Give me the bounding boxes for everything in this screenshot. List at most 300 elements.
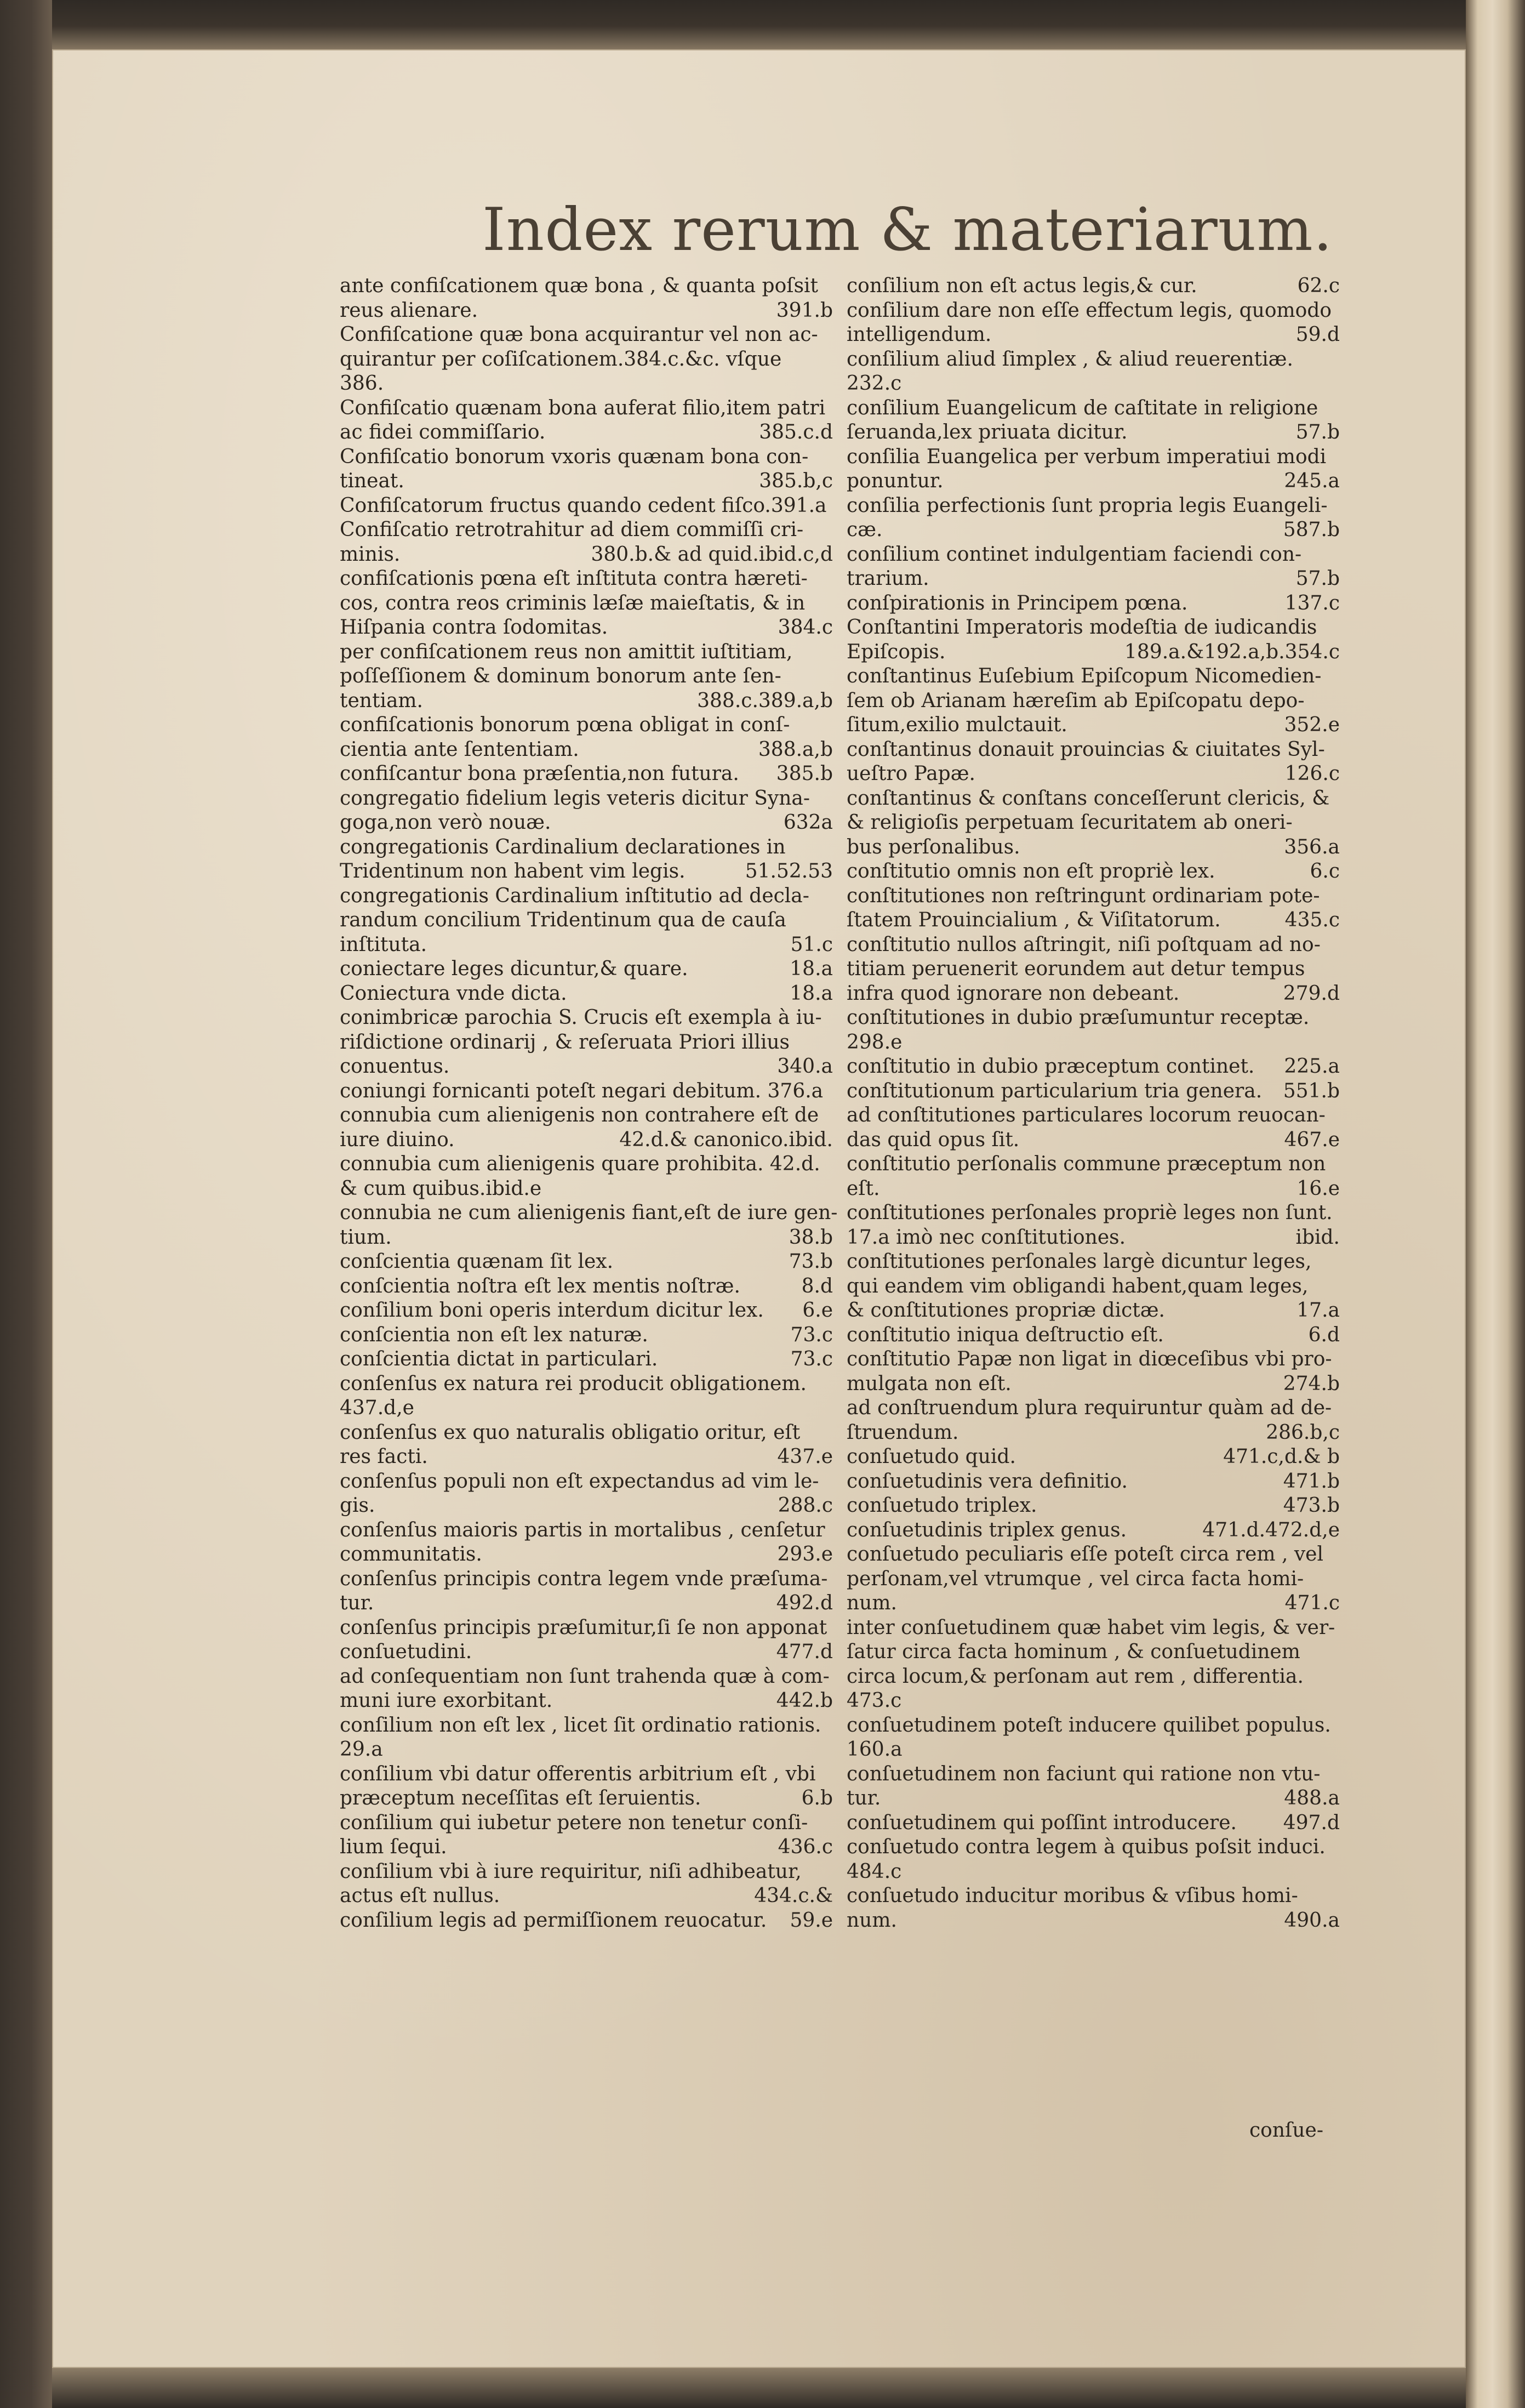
entry-reference: 471.d.472.d,e [1202, 1518, 1340, 1541]
entry-text: ante confiſcationem quæ bona , & quanta poſsit [340, 275, 819, 297]
index-entry-line [340, 1884, 833, 1909]
index-entry-line [340, 420, 833, 445]
index-entry-line [847, 274, 1340, 299]
index-entry-line [340, 1152, 833, 1177]
catchword: conſue- [1249, 2119, 1323, 2142]
index-entry-line [340, 689, 833, 714]
entry-text: conimbricæ parochia S. Crucis eſt exempla à iu- [340, 1006, 822, 1029]
entry-text: eſt. [847, 1177, 880, 1200]
facing-page-edge [1466, 0, 1525, 2408]
entry-text: & cum quibus.ibid.e [340, 1177, 542, 1200]
index-entry-line [340, 543, 833, 567]
entry-reference: 286.b,c [1266, 1421, 1340, 1444]
index-entry-line [847, 1811, 1340, 1836]
index-entry-line [847, 835, 1340, 860]
entry-text: ac fidei commiſſario. [340, 421, 546, 443]
entry-reference: 16.e [1296, 1177, 1340, 1200]
index-entry-line [340, 1177, 833, 1202]
entry-text: conſuetudo quid. [847, 1445, 1016, 1468]
entry-reference: 492.d [776, 1592, 833, 1614]
index-entry-line [340, 1470, 833, 1494]
entry-text: 232.c [847, 372, 902, 395]
entry-text: conſilium Euangelicum de caſtitate in religione [847, 396, 1318, 419]
entry-text: conſilium boni operis interdum dicitur lex. [340, 1299, 764, 1322]
index-entry-line [847, 591, 1340, 616]
index-entry-line [847, 567, 1340, 591]
index-entry-line [847, 811, 1340, 835]
entry-text: coniectare leges dicuntur,& quare. [340, 958, 688, 980]
index-entry-line [340, 982, 833, 1006]
entry-text: num. [847, 1909, 897, 1932]
entry-text: conſtitutionum particularium tria genera. [847, 1079, 1263, 1102]
entry-text: ponuntur. [847, 470, 944, 492]
entry-reference: 189.a.&192.a,b.354.c [1124, 640, 1340, 663]
index-entry-line [847, 1250, 1340, 1274]
entry-reference: 293.e [777, 1543, 833, 1566]
entry-text: conſuetudinis triplex genus. [847, 1518, 1127, 1541]
index-entry-line [340, 1250, 833, 1274]
entry-text: conſtantinus donauit prouincias & ciuitates Syl- [847, 738, 1325, 761]
index-entry-line [847, 1006, 1340, 1031]
entry-text: conſuetudinis vera definitio. [847, 1470, 1128, 1493]
entry-text: quirantur per coſiſcationem.384.c.&c. vſque [340, 348, 782, 371]
index-entry-line [847, 420, 1340, 445]
entry-text: 473.c [847, 1689, 902, 1712]
index-entry-line [340, 1006, 833, 1031]
index-entry-line [340, 933, 833, 958]
index-entry-line [847, 738, 1340, 762]
entry-text: congregationis Cardinalium inſtitutio ad decla- [340, 884, 809, 907]
index-entry-line [340, 1567, 833, 1592]
entry-text: cientia ante ſententiam. [340, 738, 579, 761]
entry-text: conſilium dare non eſſe effectum legis, quomodo [847, 299, 1332, 322]
entry-text: conſilia Euangelica per verbum imperatiui modi [847, 445, 1327, 468]
index-entry-line [340, 1079, 833, 1104]
entry-text: tineat. [340, 470, 404, 492]
entry-text: conſtantinus Euſebium Epiſcopum Nicomedien- [847, 665, 1322, 687]
entry-text: conſenſus maioris partis in mortalibus , cenſetur [340, 1518, 825, 1541]
page-title: Index rerum & materiarum. [482, 196, 1333, 264]
index-entry-line [340, 1738, 833, 1762]
index-entry-line [340, 323, 833, 348]
entry-text: Confiſcatione quæ bona acquirantur vel non ac- [340, 323, 818, 346]
entry-reference: 385.b,c [759, 470, 833, 492]
entry-reference: 436.c [778, 1836, 833, 1858]
entry-text: ueſtro Papæ. [847, 762, 976, 785]
entry-text: Hiſpania contra ſodomitas. [340, 616, 608, 639]
entry-text: conſcientia dictat in particulari. [340, 1348, 658, 1370]
entry-reference: 38.b [789, 1226, 833, 1249]
entry-text: & conſtitutiones propriæ dictæ. [847, 1299, 1165, 1322]
entry-text: 29.a [340, 1738, 383, 1761]
entry-text: congregationis Cardinalium declarationes in [340, 835, 786, 858]
binding-gutter [0, 0, 52, 2408]
entry-text: conſilium vbi datur offerentis arbitrium eſt , vbi [340, 1762, 816, 1785]
entry-text: conſtitutio Papæ non ligat in diœceſibus vbi pro- [847, 1348, 1332, 1370]
entry-text: ad conſtitutiones particulares locorum reuocan- [847, 1104, 1326, 1126]
index-entry-line [847, 1689, 1340, 1714]
index-entry-line [847, 1323, 1340, 1348]
entry-text: tium. [340, 1226, 392, 1249]
entry-text: poſſeſſionem & dominum bonorum ante ſen- [340, 665, 781, 687]
index-entry-line [847, 1884, 1340, 1909]
entry-reference: 434.c.& [754, 1885, 833, 1907]
entry-reference: 587.b [1283, 519, 1340, 541]
index-entry-line [340, 1616, 833, 1641]
left-index-column [340, 274, 838, 1933]
entry-text: conſtitutio in dubio præceptum continet. [847, 1055, 1255, 1078]
index-entry-line [340, 445, 833, 470]
index-entry-line [847, 1347, 1340, 1372]
entry-text: conſuetudinem poteſt inducere quilibet populus. [847, 1714, 1331, 1737]
index-entry-line [847, 1616, 1340, 1641]
index-entry-line [340, 372, 833, 396]
entry-reference: 62.c [1297, 275, 1340, 297]
index-entry-line [340, 299, 833, 323]
entry-text: conſuetudinem qui poſſint introducere. [847, 1811, 1237, 1834]
entry-text: conſtitutio perſonalis commune præceptum non [847, 1153, 1326, 1175]
entry-reference: 384.c [778, 616, 833, 639]
entry-text: conſtitutiones perſonales largè dicuntur leges, [847, 1250, 1312, 1273]
index-entry-line [340, 859, 833, 884]
index-entry-line [340, 835, 833, 860]
index-entry-line [847, 445, 1340, 470]
index-entry-line [847, 1396, 1340, 1421]
entry-text: ſitum,exilio mulctauit. [847, 714, 1067, 736]
entry-text: das quid opus ſit. [847, 1128, 1020, 1151]
entry-text: inter conſuetudinem quæ habet vim legis, & ver- [847, 1616, 1335, 1639]
entry-reference: 488.a [1284, 1787, 1340, 1809]
entry-text: conſilium continet indulgentiam faciendi con- [847, 543, 1302, 566]
entry-text: conſtitutio omnis non eſt propriè lex. [847, 860, 1215, 883]
entry-text: conſilium non eſt actus legis,& cur. [847, 275, 1197, 297]
entry-text: conſtitutiones perſonales propriè leges non ſunt. [847, 1202, 1333, 1224]
entry-reference: 391.b [776, 299, 833, 322]
index-entry-line [340, 1860, 833, 1885]
index-entry-line [847, 1665, 1340, 1689]
index-entry-line [847, 1542, 1340, 1567]
entry-reference: 73.c [790, 1323, 833, 1346]
index-entry-line [847, 1860, 1340, 1885]
entry-reference: 225.a [1284, 1055, 1340, 1078]
entry-text: conſilium non eſt lex , licet ſit ordinatio rationis. [340, 1714, 821, 1737]
index-entry-line [340, 1421, 833, 1445]
entry-text: conſilia perfectionis ſunt propria legis Euangeli- [847, 494, 1328, 517]
entry-reference: 73.c [790, 1348, 833, 1370]
entry-reference: 59.d [1295, 323, 1340, 346]
index-entry-line [847, 1445, 1340, 1470]
index-entry-line [340, 640, 833, 665]
entry-text: infra quod ignorare non debeant. [847, 982, 1180, 1005]
entry-text: randum concilium Tridentinum qua de cauſa [340, 909, 786, 931]
entry-reference: 51.52.53 [745, 860, 833, 883]
entry-text: iure diuino. [340, 1128, 455, 1151]
entry-text: conſcientia non eſt lex naturæ. [340, 1323, 648, 1346]
entry-reference: 245.a [1284, 470, 1340, 492]
index-entry-line [340, 469, 833, 494]
index-entry-line [340, 1103, 833, 1128]
entry-text: & religioſis perpetuam ſecuritatem ab oneri- [847, 811, 1293, 834]
entry-reference: 6.d [1308, 1323, 1340, 1346]
entry-text: conuentus. [340, 1055, 450, 1078]
index-entry-line [847, 323, 1340, 348]
entry-text: conſtitutio nullos aſtringit, niſi poſtquam ad no- [847, 933, 1321, 956]
entry-reference: 388.c.389.a,b [697, 689, 833, 712]
index-entry-line [847, 469, 1340, 494]
entry-text: conſuetudinem non faciunt qui ratione non vtu- [847, 1762, 1321, 1785]
entry-text: circa locum,& perſonam aut rem , differentia. [847, 1665, 1304, 1688]
index-entry-line [847, 1152, 1340, 1177]
index-entry-line [847, 1738, 1340, 1762]
entry-reference: 471.b [1283, 1470, 1340, 1493]
entry-text: Tridentinum non habent vim legis. [340, 860, 686, 883]
index-entry-line [340, 787, 833, 811]
entry-text: conſuetudo triplex. [847, 1494, 1037, 1517]
entry-text: cæ. [847, 519, 883, 541]
index-entry-line [340, 811, 833, 835]
entry-reference: 471.c [1284, 1592, 1340, 1614]
entry-text: conſtitutio iniqua deſtructio eſt. [847, 1323, 1164, 1346]
entry-text: ſtatem Prouincialium , & Viſitatorum. [847, 909, 1221, 931]
entry-reference: 340.a [777, 1055, 833, 1078]
index-entry-line [847, 348, 1340, 372]
index-entry-line [340, 1226, 833, 1250]
entry-reference: 356.a [1284, 835, 1340, 858]
index-entry-line [340, 1714, 833, 1738]
index-entry-line [847, 518, 1340, 543]
index-entry-line [340, 1274, 833, 1299]
entry-reference: 59.e [790, 1909, 833, 1932]
entry-text: conſuetudo contra legem à quibus poſsit induci. [847, 1836, 1326, 1858]
entry-reference: ibid. [1295, 1226, 1340, 1249]
entry-text: præceptum neceſſitas eſt ſeruientis. [340, 1787, 701, 1809]
entry-text: 484.c [847, 1860, 902, 1883]
entry-text: confiſcationis pœna eſt inſtituta contra hæreti- [340, 567, 808, 590]
entry-text: confiſcantur bona præſentia,non futura. [340, 762, 739, 785]
entry-text: mulgata non eſt. [847, 1372, 1012, 1395]
entry-reference: 497.d [1283, 1811, 1340, 1834]
index-entry-line [847, 1299, 1340, 1323]
index-entry-line [340, 738, 833, 762]
entry-text: conſenſus principis præſumitur,ſi ſe non apponat [340, 1616, 827, 1639]
entry-text: muni iure exorbitant. [340, 1689, 553, 1712]
entry-text: cos, contra reos criminis læſæ maieſtatis, & in [340, 591, 806, 614]
entry-text: conſilium aliud ſimplex , & aliud reuerentiæ. [847, 348, 1293, 371]
index-entry-line [847, 1591, 1340, 1616]
entry-reference: 137.c [1284, 591, 1340, 614]
entry-text: conſuetudini. [340, 1641, 472, 1663]
entry-text: inſtituta. [340, 933, 427, 956]
index-entry-line [340, 1201, 838, 1226]
index-entry-line [340, 1542, 833, 1567]
index-entry-line [340, 1347, 833, 1372]
entry-reference: 352.e [1284, 714, 1340, 736]
entry-text: res facti. [340, 1445, 428, 1468]
index-entry-line [847, 1714, 1340, 1738]
index-entry-line [847, 1055, 1340, 1079]
index-entry-line [847, 1762, 1340, 1787]
entry-reference: 73.b [789, 1250, 833, 1273]
entry-text: conſilium qui iubetur petere non tenetur conſi- [340, 1811, 808, 1834]
entry-text: 386. [340, 372, 384, 395]
entry-text: Epiſcopis. [847, 640, 946, 663]
index-entry-line [847, 1274, 1340, 1299]
index-entry-line [340, 1640, 833, 1665]
entry-text: tur. [340, 1592, 374, 1614]
entry-text: ad conſequentiam non ſunt trahenda quæ à com- [340, 1665, 830, 1688]
index-entry-line [340, 713, 833, 738]
entry-text: conſenſus populi non eſt expectandus ad vim le- [340, 1470, 819, 1493]
entry-reference: 435.c [1284, 909, 1340, 931]
entry-reference: 126.c [1284, 762, 1340, 785]
index-entry-line [340, 348, 833, 372]
index-entry-line [847, 1518, 1340, 1543]
entry-reference: 6.b [801, 1787, 833, 1809]
entry-text: conſuetudo peculiaris eſſe poteſt circa rem , vel [847, 1543, 1323, 1566]
index-entry-line [847, 372, 1340, 396]
entry-text: communitatis. [340, 1543, 482, 1566]
page-top-edge [52, 0, 1477, 52]
index-entry-line [847, 1226, 1340, 1250]
entry-text: conſcientia quænam ſit lex. [340, 1250, 614, 1273]
entry-text: conſilium vbi à iure requiritur, niſi adhibeatur, [340, 1860, 802, 1883]
index-entry-line [847, 1494, 1340, 1518]
index-entry-line [847, 640, 1340, 665]
entry-text: connubia cum alienigenis non contrahere eſt de [340, 1104, 819, 1126]
entry-text: num. [847, 1592, 897, 1614]
index-entry-line [847, 713, 1340, 738]
entry-reference: 380.b.& ad quid.ibid.c,d [591, 543, 833, 566]
entry-text: conſilium legis ad permiſſionem reuocatur. [340, 1909, 767, 1932]
index-entry-line [847, 1421, 1340, 1445]
entry-text: Conſtantini Imperatoris modeſtia de iudicandis [847, 616, 1317, 639]
entry-text: minis. [340, 543, 401, 566]
entry-text: conſcientia noſtra eſt lex mentis noſtræ. [340, 1274, 740, 1297]
entry-text: ſeruanda,lex priuata dicitur. [847, 421, 1128, 443]
entry-text: riſdictione ordinarij , & reſeruata Priori illius [340, 1031, 790, 1054]
index-entry-line [340, 1762, 833, 1787]
entry-text: connubia ne cum alienigenis fiant,eſt de iure gen- [340, 1202, 838, 1224]
index-entry-line [340, 396, 833, 421]
entry-text: conſenſus principis contra legem vnde præſuma- [340, 1567, 828, 1590]
index-entry-line [847, 1201, 1340, 1226]
entry-text: ſatur circa facta hominum , & conſuetudinem [847, 1641, 1300, 1663]
index-entry-line [340, 1591, 833, 1616]
index-entry-line [847, 1470, 1340, 1494]
entry-text: ſtruendum. [847, 1421, 959, 1444]
entry-text: gis. [340, 1494, 375, 1517]
entry-reference: 471.c,d.& b [1223, 1445, 1340, 1468]
index-entry-line [847, 933, 1340, 958]
entry-reference: 632a [783, 811, 833, 834]
entry-text: 298.e [847, 1031, 903, 1054]
index-entry-line [340, 1494, 833, 1518]
entry-text: tentiam. [340, 689, 423, 712]
index-entry-line [340, 1689, 833, 1714]
entry-text: ad conſtruendum plura requiruntur quàm ad de- [847, 1397, 1332, 1419]
page-bottom-edge [52, 2368, 1466, 2408]
entry-reference: 18.a [790, 982, 833, 1005]
entry-text: conſtitutiones in dubio præſumuntur receptæ. [847, 1006, 1310, 1029]
index-entry-line [340, 1909, 833, 1933]
index-entry-line [847, 543, 1340, 567]
entry-reference: 274.b [1283, 1372, 1340, 1395]
entry-text: goga,non verò nouæ. [340, 811, 551, 834]
entry-text: conſtantinus & conſtans conceſſerunt clericis, & [847, 787, 1330, 810]
entry-text: connubia cum alienigenis quare prohibita. 42.d. [340, 1153, 820, 1175]
index-entry-line [847, 787, 1340, 811]
entry-text: conſtitutiones non reſtringunt ordinariam pote- [847, 884, 1320, 907]
index-entry-line [340, 884, 833, 909]
entry-reference: 57.b [1295, 421, 1340, 443]
index-entry-line [340, 1372, 833, 1397]
entry-text: qui eandem vim obligandi habent,quam leges, [847, 1274, 1309, 1297]
entry-text: 17.a imò nec conſtitutiones. [847, 1226, 1126, 1249]
entry-reference: 551.b [1283, 1079, 1340, 1102]
index-entry-line [847, 1031, 1340, 1055]
index-entry-line [340, 494, 833, 519]
index-entry-line [847, 396, 1340, 421]
index-entry-line [847, 1128, 1340, 1153]
entry-text: Confiſcatorum fructus quando cedent fiſco.391.a [340, 494, 827, 517]
index-entry-line [340, 1323, 833, 1348]
index-entry-line [340, 1445, 833, 1470]
entry-reference: 279.d [1283, 982, 1340, 1005]
index-entry-line [847, 689, 1340, 714]
index-entry-line [847, 299, 1340, 323]
index-entry-line [340, 664, 833, 689]
entry-reference: 442.b [776, 1689, 833, 1712]
entry-text: lium ſequi. [340, 1836, 447, 1858]
index-entry-line [340, 957, 833, 982]
index-entry-line [340, 274, 833, 299]
index-entry-line [340, 762, 833, 787]
entry-text: Confiſcatio retrotrahitur ad diem commiſſi cri- [340, 519, 804, 541]
entry-reference: 385.b [776, 762, 833, 785]
entry-text: Confiſcatio bonorum vxoris quænam bona con- [340, 445, 809, 468]
entry-reference: 6.c [1310, 860, 1340, 883]
entry-text: conſenſus ex natura rei producit obligationem. [340, 1372, 807, 1395]
index-entry-line [847, 762, 1340, 787]
entry-text: titiam peruenerit eorundem aut detur tempus [847, 958, 1305, 980]
index-entry-line [340, 567, 833, 591]
index-entry-line [847, 664, 1340, 689]
index-entry-line [340, 908, 833, 933]
entry-text: 160.a [847, 1738, 903, 1761]
index-entry-line [847, 908, 1340, 933]
entry-reference: 388.a,b [758, 738, 833, 761]
entry-text: tur. [847, 1787, 881, 1809]
entry-text: trarium. [847, 567, 929, 590]
entry-text: actus eſt nullus. [340, 1885, 500, 1907]
entry-reference: 288.c [778, 1494, 833, 1517]
entry-reference: 8.d [801, 1274, 833, 1297]
index-entry-line [340, 1031, 833, 1055]
index-entry-line [847, 494, 1340, 519]
entry-text: conſenſus ex quo naturalis obligatio oritur, eſt [340, 1421, 801, 1444]
right-index-column [847, 274, 1340, 1933]
index-entry-line [847, 859, 1340, 884]
entry-text: conſuetudo inducitur moribus & vſibus homi- [847, 1885, 1298, 1907]
index-entry-line [847, 1909, 1340, 1933]
index-entry-line [340, 1299, 833, 1323]
index-entry-line [847, 1567, 1340, 1592]
index-entry-line [847, 1835, 1340, 1860]
entry-text: Confiſcatio quænam bona auferat filio,item patri [340, 396, 826, 419]
entry-text: ſem ob Arianam hæreſim ab Epiſcopatu depo- [847, 689, 1305, 712]
entry-text: bus perſonalibus. [847, 835, 1020, 858]
index-entry-line [340, 1518, 833, 1543]
